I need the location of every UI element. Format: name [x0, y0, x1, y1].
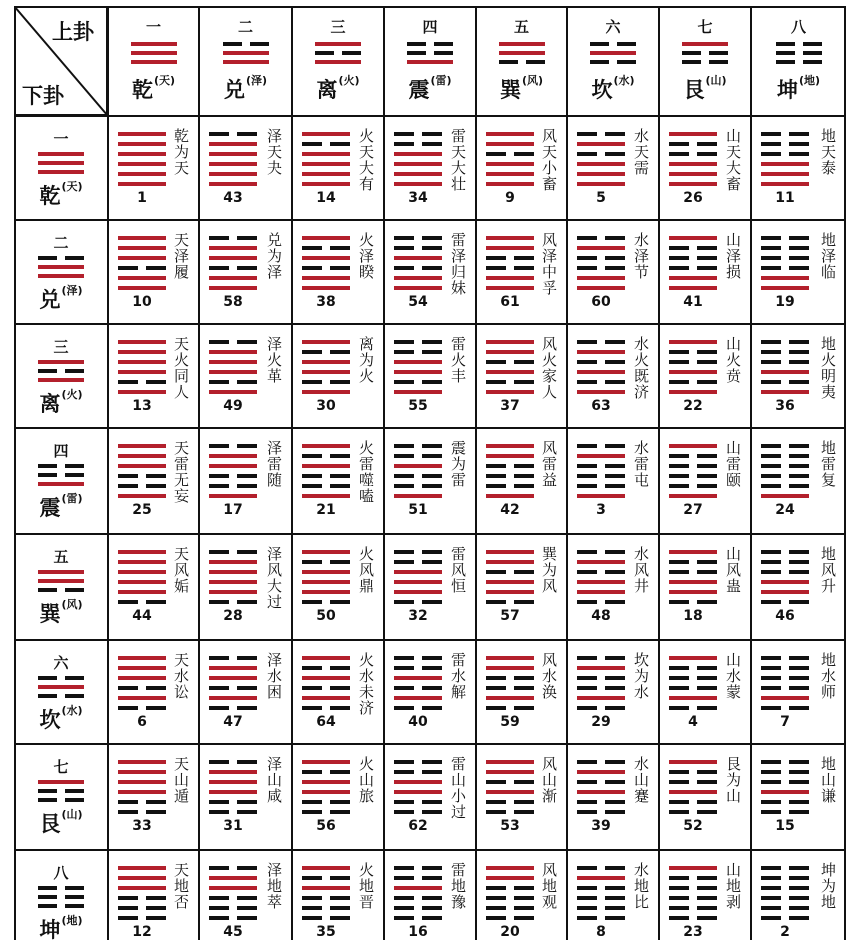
hexagram-number: 2 — [780, 924, 790, 940]
trigram-element-tag: (火) — [61, 388, 83, 401]
hexagram-name: 坤为地 — [819, 862, 837, 910]
row-divider — [14, 849, 846, 851]
hexagram-number: 64 — [316, 714, 336, 730]
trigram-name: 兑 — [39, 288, 61, 312]
hexagram-name: 火水未济 — [357, 652, 375, 716]
hexagram-number: 44 — [132, 608, 152, 624]
hexagram-number: 24 — [775, 502, 795, 518]
trigram-name: 乾 — [39, 184, 61, 208]
hexagram-name: 火风鼎 — [357, 546, 375, 594]
trigram-name: 坤 — [776, 78, 798, 102]
column-divider — [475, 6, 477, 940]
trigram-element-tag: (雷) — [61, 492, 83, 505]
hexagram-number: 48 — [591, 608, 611, 624]
trigram-name: 艮 — [39, 812, 61, 836]
hexagram-number: 1 — [137, 190, 147, 206]
hexagram-name: 乾为天 — [172, 128, 190, 176]
hexagram-name: 火山旅 — [357, 756, 375, 804]
trigram-number: 一 — [145, 18, 161, 36]
table-outer-border — [14, 6, 846, 940]
hexagram-number: 22 — [683, 398, 703, 414]
row-divider — [14, 639, 846, 641]
trigram-number: 五 — [513, 18, 529, 36]
trigram-element-tag: (雷) — [430, 74, 452, 87]
hexagram-number: 23 — [683, 924, 703, 940]
hexagram-number: 3 — [596, 502, 606, 518]
hexagram-number: 49 — [223, 398, 243, 414]
hexagram-number: 14 — [316, 190, 336, 206]
trigram-number: 八 — [790, 18, 806, 36]
hexagram-name: 山火贲 — [724, 336, 742, 384]
hexagram-number: 21 — [316, 502, 336, 518]
hexagram-number: 28 — [223, 608, 243, 624]
hexagram-name: 地天泰 — [819, 128, 837, 176]
column-divider — [383, 6, 385, 940]
hexagram-name: 山风蛊 — [724, 546, 742, 594]
hexagram-number: 32 — [408, 608, 428, 624]
hexagram-name: 雷风恒 — [449, 546, 467, 594]
hexagram-number: 20 — [500, 924, 520, 940]
trigram-element-tag: (水) — [613, 74, 635, 87]
hexagram-name: 离为火 — [357, 336, 375, 384]
hexagram-name: 地火明夷 — [819, 336, 837, 400]
hexagram-number: 11 — [775, 190, 795, 206]
hexagram-name: 雷山小过 — [449, 756, 467, 820]
hexagram-number: 8 — [596, 924, 606, 940]
trigram-name: 坎 — [39, 708, 61, 732]
hexagram-name: 雷火丰 — [449, 336, 467, 384]
hexagram-name: 巽为风 — [540, 546, 558, 594]
hexagram-number: 50 — [316, 608, 336, 624]
hexagram-name: 泽火革 — [265, 336, 283, 384]
row-divider — [14, 427, 846, 429]
trigram-name: 离 — [39, 392, 61, 416]
hexagram-number: 55 — [408, 398, 428, 414]
column-divider — [198, 6, 200, 940]
hexagram-name: 水雷屯 — [632, 440, 650, 488]
hexagram-name: 水火既济 — [632, 336, 650, 400]
hexagram-number: 25 — [132, 502, 152, 518]
column-divider — [291, 6, 293, 940]
hexagram-number: 29 — [591, 714, 611, 730]
hexagram-number: 37 — [500, 398, 520, 414]
hexagram-name: 兑为泽 — [265, 232, 283, 280]
hexagram-number: 58 — [223, 294, 243, 310]
upper-trigram-label: 上卦 — [52, 20, 94, 44]
trigram-element-tag: (地) — [61, 914, 83, 927]
row-divider — [14, 323, 846, 325]
hexagram-number: 6 — [137, 714, 147, 730]
hexagram-number: 41 — [683, 294, 703, 310]
trigram-number: 二 — [237, 18, 253, 36]
hexagram-number: 17 — [223, 502, 243, 518]
hexagram-number: 10 — [132, 294, 152, 310]
hexagram-name: 风火家人 — [540, 336, 558, 400]
hexagram-name: 山泽损 — [724, 232, 742, 280]
hexagram-name: 雷天大壮 — [449, 128, 467, 192]
hexagram-name: 水地比 — [632, 862, 650, 910]
trigram-element-tag: (天) — [61, 180, 83, 193]
trigram-number: 六 — [605, 18, 621, 36]
trigram-name: 坤 — [39, 918, 61, 940]
hexagram-name: 艮为山 — [724, 756, 742, 804]
hexagram-number: 52 — [683, 818, 703, 834]
column-divider — [566, 6, 568, 940]
hexagram-number: 45 — [223, 924, 243, 940]
trigram-name: 离 — [316, 78, 338, 102]
column-divider — [107, 6, 109, 940]
hexagram-number: 60 — [591, 294, 611, 310]
hexagram-name: 地风升 — [819, 546, 837, 594]
trigram-name: 震 — [408, 78, 430, 102]
trigram-name: 巽 — [499, 78, 521, 102]
hexagram-number: 40 — [408, 714, 428, 730]
hexagram-number: 26 — [683, 190, 703, 206]
hexagram-name: 天风姤 — [172, 546, 190, 594]
hexagram-number: 34 — [408, 190, 428, 206]
hexagram-name: 地山谦 — [819, 756, 837, 804]
trigram-number: 一 — [53, 130, 69, 148]
hexagram-number: 61 — [500, 294, 520, 310]
hexagram-number: 46 — [775, 608, 795, 624]
hexagram-number: 59 — [500, 714, 520, 730]
trigram-number: 八 — [53, 864, 69, 882]
trigram-element-tag: (水) — [61, 704, 83, 717]
hexagram-name: 天水讼 — [172, 652, 190, 700]
trigram-name: 巽 — [39, 602, 61, 626]
trigram-number: 三 — [53, 338, 69, 356]
trigram-name: 艮 — [683, 78, 705, 102]
hexagram-number: 9 — [505, 190, 515, 206]
hexagram-name: 泽天夬 — [265, 128, 283, 176]
hexagram-number: 30 — [316, 398, 336, 414]
hexagram-name: 山地剥 — [724, 862, 742, 910]
hexagram-number: 4 — [688, 714, 698, 730]
hexagram-name: 泽风大过 — [265, 546, 283, 610]
hexagram-name: 天地否 — [172, 862, 190, 910]
hexagram-number: 16 — [408, 924, 428, 940]
hexagram-number: 18 — [683, 608, 703, 624]
hexagram-name: 火雷噬嗑 — [357, 440, 375, 504]
hexagram-number: 39 — [591, 818, 611, 834]
hexagram-name: 山天大畜 — [724, 128, 742, 192]
hexagram-name: 风泽中孚 — [540, 232, 558, 296]
hexagram-name: 地水师 — [819, 652, 837, 700]
trigram-number: 三 — [330, 18, 346, 36]
hexagram-number: 31 — [223, 818, 243, 834]
hexagram-name: 泽地萃 — [265, 862, 283, 910]
trigram-element-tag: (风) — [61, 598, 83, 611]
hexagram-name: 水天需 — [632, 128, 650, 176]
hexagram-number: 15 — [775, 818, 795, 834]
trigram-name: 乾 — [131, 78, 153, 102]
row-divider — [14, 743, 846, 745]
trigram-element-tag: (泽) — [245, 74, 268, 87]
trigram-number: 七 — [697, 18, 713, 36]
hexagram-name: 风雷益 — [540, 440, 558, 488]
lower-trigram-label: 下卦 — [22, 84, 64, 108]
hexagram-number: 56 — [316, 818, 336, 834]
hexagram-number: 19 — [775, 294, 795, 310]
hexagram-number: 47 — [223, 714, 243, 730]
row-divider — [14, 115, 846, 117]
hexagram-name: 天山遁 — [172, 756, 190, 804]
hexagram-name: 泽山咸 — [265, 756, 283, 804]
column-divider — [658, 6, 660, 940]
row-divider — [14, 219, 846, 221]
hexagram-number: 38 — [316, 294, 336, 310]
hexagram-name: 雷水解 — [449, 652, 467, 700]
trigram-number: 六 — [53, 654, 69, 672]
trigram-number: 四 — [53, 442, 69, 460]
hexagram-number: 33 — [132, 818, 152, 834]
hexagram-number: 13 — [132, 398, 152, 414]
trigram-name: 兑 — [223, 78, 245, 102]
hexagram-name: 火地晋 — [357, 862, 375, 910]
hexagram-number: 54 — [408, 294, 428, 310]
trigram-element-tag: (火) — [338, 74, 360, 87]
hexagram-name: 震为雷 — [449, 440, 467, 488]
hexagram-name: 山雷颐 — [724, 440, 742, 488]
hexagram-name: 地雷复 — [819, 440, 837, 488]
trigram-name: 坎 — [591, 78, 613, 102]
hexagram-name: 风山渐 — [540, 756, 558, 804]
hexagram-number: 5 — [596, 190, 606, 206]
trigram-number: 四 — [422, 18, 438, 36]
hexagram-name: 水风井 — [632, 546, 650, 594]
trigram-number: 二 — [53, 234, 69, 252]
hexagram-name: 地泽临 — [819, 232, 837, 280]
trigram-element-tag: (风) — [521, 74, 544, 87]
trigram-element-tag: (山) — [705, 74, 727, 87]
hexagram-name: 风地观 — [540, 862, 558, 910]
trigram-element-tag: (地) — [798, 74, 821, 87]
hexagram-name: 泽雷随 — [265, 440, 283, 488]
hexagram-name: 火天大有 — [357, 128, 375, 192]
hexagram-name: 水山蹇 — [632, 756, 650, 804]
hexagram-number: 36 — [775, 398, 795, 414]
trigram-element-tag: (天) — [153, 74, 176, 87]
row-divider — [14, 533, 846, 535]
hexagram-number: 42 — [500, 502, 520, 518]
trigram-number: 七 — [53, 758, 69, 776]
column-divider — [750, 6, 752, 940]
hexagram-name: 山水蒙 — [724, 652, 742, 700]
trigram-element-tag: (泽) — [61, 284, 83, 297]
hexagram-name: 坎为水 — [632, 652, 650, 700]
hexagram-number: 27 — [683, 502, 703, 518]
trigram-name: 震 — [39, 496, 61, 520]
hexagram-name: 雷地豫 — [449, 862, 467, 910]
trigram-number: 五 — [53, 548, 69, 566]
hexagram-name: 水泽节 — [632, 232, 650, 280]
hexagram-name: 风水涣 — [540, 652, 558, 700]
hexagram-number: 7 — [780, 714, 790, 730]
hexagram-name: 雷泽归妹 — [449, 232, 467, 296]
hexagram-number: 12 — [132, 924, 152, 940]
hexagram-number: 62 — [408, 818, 428, 834]
hexagram-name: 火泽睽 — [357, 232, 375, 280]
hexagram-table — [14, 6, 846, 940]
hexagram-number: 63 — [591, 398, 611, 414]
hexagram-number: 35 — [316, 924, 336, 940]
hexagram-number: 43 — [223, 190, 243, 206]
hexagram-number: 51 — [408, 502, 428, 518]
hexagram-name: 天雷无妄 — [172, 440, 190, 504]
hexagram-name: 天泽履 — [172, 232, 190, 280]
hexagram-number: 53 — [500, 818, 520, 834]
hexagram-name: 天火同人 — [172, 336, 190, 400]
hexagram-name: 泽水困 — [265, 652, 283, 700]
trigram-element-tag: (山) — [61, 808, 83, 821]
hexagram-number: 57 — [500, 608, 520, 624]
hexagram-name: 风天小畜 — [540, 128, 558, 192]
